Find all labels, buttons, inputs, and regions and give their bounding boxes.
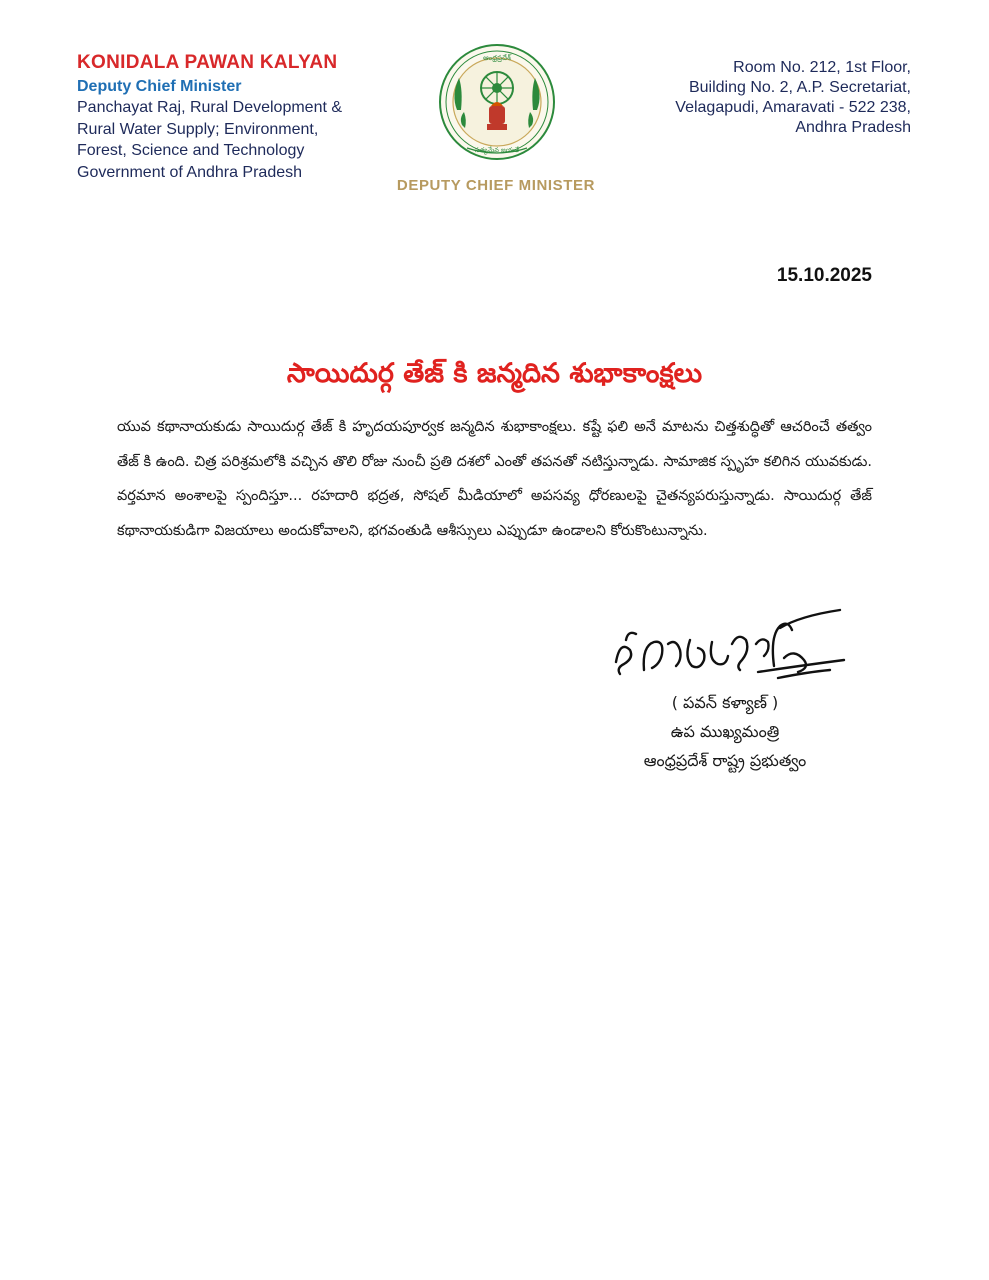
minister-designation: Deputy Chief Minister xyxy=(77,78,242,95)
portfolio-line: Rural Water Supply; Environment, xyxy=(77,120,319,138)
andhra-pradesh-emblem-icon xyxy=(437,40,557,170)
portfolio-line: Forest, Science and Technology xyxy=(77,142,305,159)
portfolio-line: Government of Andhra Pradesh xyxy=(77,163,303,181)
minister-header xyxy=(77,52,397,183)
address-line: Room No. 212, 1st Floor, xyxy=(733,59,911,76)
signatory-name: ( పవన్ కళ్యాణ్ ) xyxy=(671,693,779,712)
svg-text:సత్యమేవ జయతే: సత్యమేవ జయతే xyxy=(474,146,520,154)
handwritten-signature xyxy=(608,600,848,685)
address-line: Velagapudi, Amaravati - 522 238, xyxy=(675,99,911,116)
signatory-designation: ఉప ముఖ్యమంత్రి xyxy=(670,722,780,741)
address-line: Building No. 2, A.P. Secretariat, xyxy=(688,79,911,96)
release-body: యువ కథానాయకుడు సాయిదుర్గ తేజ్ కి హృదయపూర్వక జన్మదిన శుభాకాంక్షలు. కష్టే ఫలి అనే మాటను చిత్తశుద్ధితో ఆచరించే తత్వం తేజ్ కి ఉంది. చిత్ర పరిశ్రమలోకి వచ్చిన తొలి రోజు నుంచీ ప్రతి దశలో ఎంతో తపనతో నటిస్తున్నాడు. సామాజిక స్పృహ కలిగిన యువకుడు. వర్తమాన అంశాలపై స్పందిస్తూ... రహదారి భద్రత, సోషల్ మీడియాలో అపసవ్య ధోరణులపై చైతన్యపరుస్తున్నాడు. సాయిదుర్గ తేజ్ కథానాయకుడిగా విజయాలు అందుకోవాలని, భగవంతుడి ఆశీస్సులు ఎప్పుడూ ఉండాలని కోరుకొంటున్నాను. xyxy=(117,419,872,539)
portfolio-line: Panchayat Raj, Rural Development & xyxy=(77,99,343,116)
release-date: 15.10.2025 xyxy=(776,265,872,286)
svg-text:ఆంధ్రప్రదేశ్: ఆంధ్రప్రదేశ్ xyxy=(483,54,511,62)
minister-name: KONIDALA PAWAN KALYAN xyxy=(77,52,338,73)
office-address xyxy=(611,58,911,138)
signatory-government: ఆంధ్రప్రదేశ్ రాష్ట్ర ప్రభుత్వం xyxy=(643,751,807,770)
signature-block xyxy=(560,688,890,775)
state-emblem xyxy=(392,40,602,200)
address-line: Andhra Pradesh xyxy=(795,119,911,136)
emblem-caption: DEPUTY CHIEF MINISTER xyxy=(396,177,596,194)
release-title: సాయిదుర్గ తేజ్ కి జన్మదిన శుభాకాంక్షలు xyxy=(286,358,703,389)
